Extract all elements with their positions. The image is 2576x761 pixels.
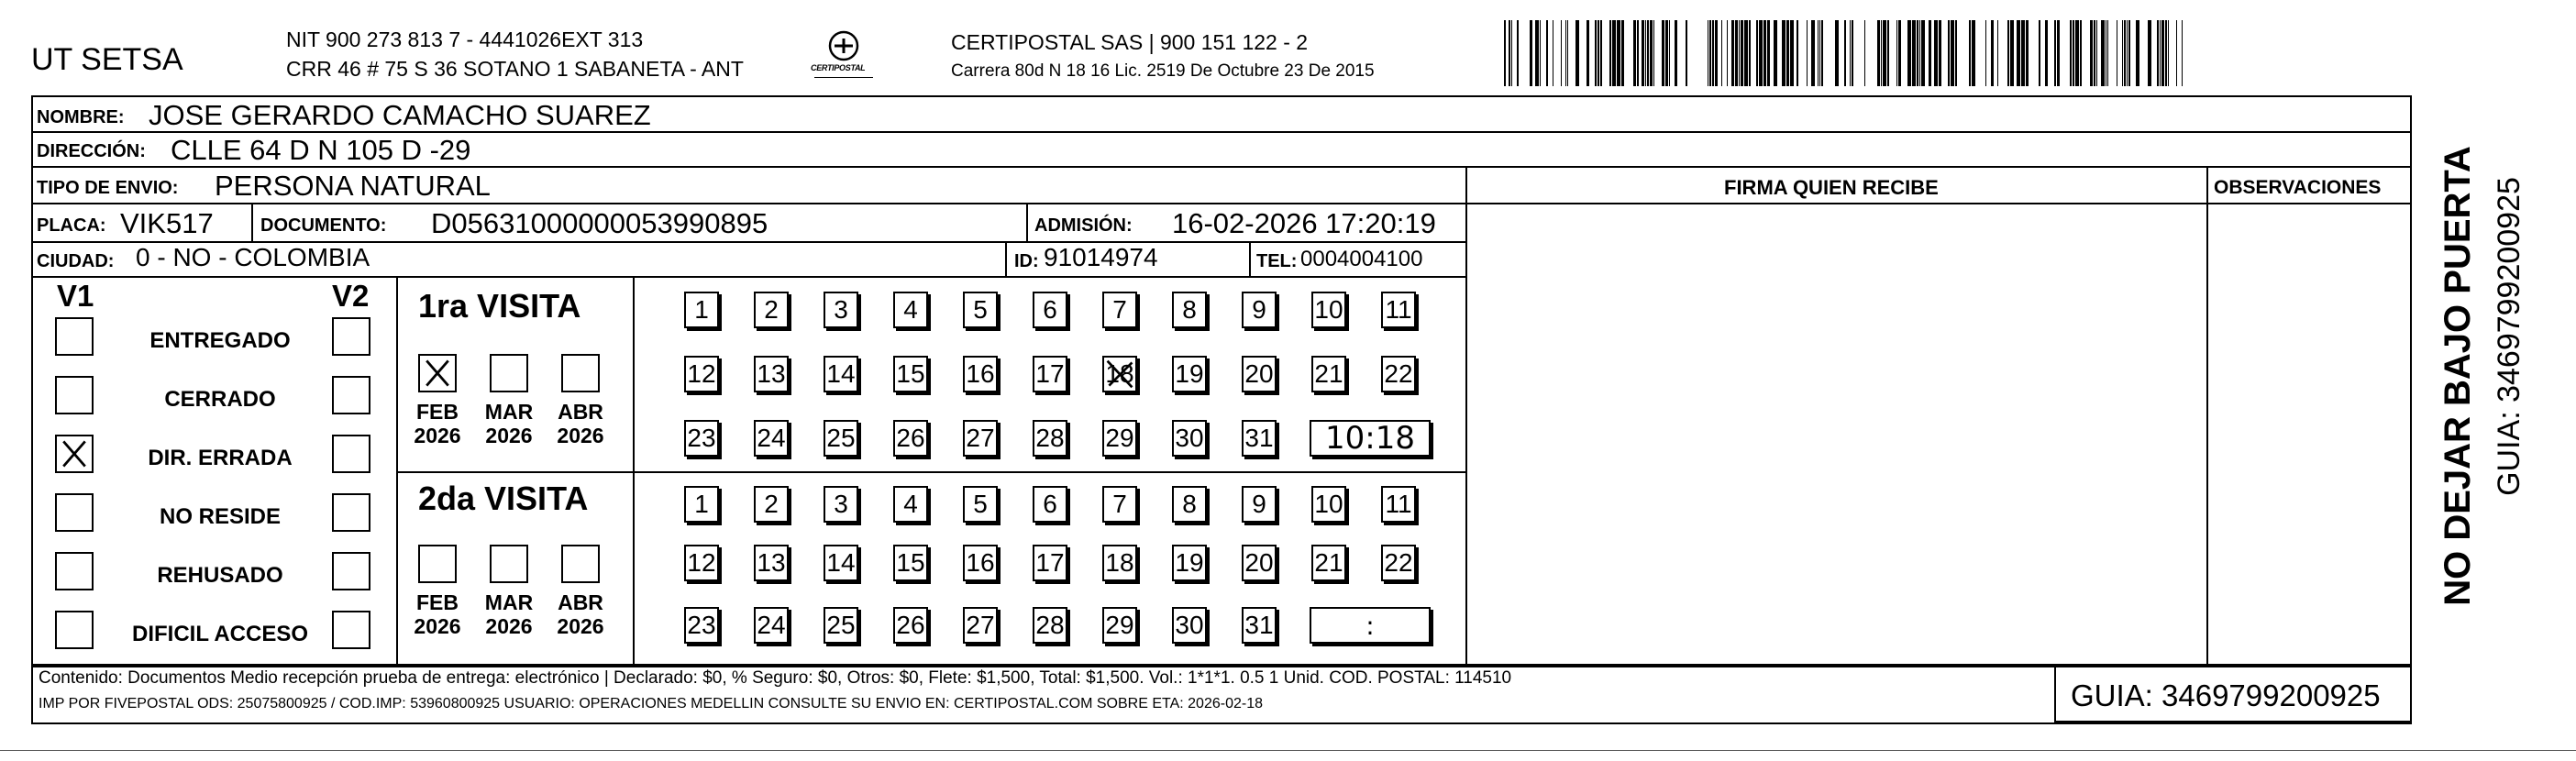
- first-time-box[interactable]: 10:18: [1310, 420, 1431, 457]
- side-warning: NO DEJAR BAJO PUERTA: [2438, 146, 2478, 606]
- first-day-7[interactable]: [1102, 292, 1137, 328]
- second-day-26[interactable]: [893, 607, 928, 644]
- v2-checkbox-4[interactable]: [332, 552, 370, 590]
- second-day-8[interactable]: [1172, 486, 1207, 523]
- side-guia: GUIA: 3469799200925: [2492, 177, 2526, 496]
- day-number: 6: [1043, 490, 1057, 518]
- tipo-value: PERSONA NATURAL: [215, 170, 491, 202]
- day-number: 31: [1244, 611, 1274, 639]
- day-number: 25: [826, 611, 856, 639]
- day-number: 2: [764, 490, 779, 518]
- first-day-5[interactable]: [963, 292, 998, 328]
- day-number: 12: [687, 359, 716, 388]
- first-month-checkbox-abr[interactable]: [561, 354, 600, 392]
- status-label: ENTREGADO: [149, 328, 291, 353]
- v1-checkbox-5[interactable]: [55, 611, 94, 649]
- day-number: 3: [834, 295, 848, 324]
- v1-checkbox-1[interactable]: [55, 376, 94, 414]
- first-day-6[interactable]: [1033, 292, 1067, 328]
- second-time-box[interactable]: :: [1310, 607, 1431, 644]
- day-number: 21: [1314, 359, 1343, 388]
- certipostal-address: Carrera 80d N 18 16 Lic. 2519 De Octubre 23 De 2015: [951, 61, 1375, 81]
- second-day-18[interactable]: [1102, 545, 1137, 581]
- ciudad-value: 0 - NO - COLOMBIA: [136, 243, 370, 271]
- day-number: 30: [1175, 424, 1204, 452]
- footer-line2: IMP POR FIVEPOSTAL ODS: 25075800925 / COD.IMP: 53960800925 USUARIO: OPERACIONES MEDELLIN CONSULTE SU ENVIO EN: CERTIPOSTAL.COM SOBRE ETA: 2026-02-18: [39, 696, 1263, 711]
- day-number: 24: [757, 611, 786, 639]
- first-day-4[interactable]: [893, 292, 928, 328]
- tipo-label: TIPO DE ENVIO:: [37, 178, 179, 198]
- second-day-1[interactable]: [684, 486, 719, 523]
- second-year-label: 2026: [485, 614, 533, 638]
- v2-label: V2: [332, 279, 370, 313]
- day-number: 27: [966, 611, 995, 639]
- second-month-checkbox-abr[interactable]: [561, 545, 600, 583]
- second-day-12[interactable]: [684, 545, 719, 581]
- first-day-17[interactable]: [1033, 356, 1067, 392]
- second-day-24[interactable]: [754, 607, 789, 644]
- first-day-26[interactable]: [893, 420, 928, 457]
- company-nit: NIT 900 273 813 7 - 4441026EXT 313: [286, 28, 644, 51]
- first-day-21[interactable]: [1311, 356, 1346, 392]
- first-day-18[interactable]: [1102, 356, 1137, 392]
- v2-checkbox-2[interactable]: [332, 435, 370, 473]
- first-day-30[interactable]: [1172, 420, 1207, 457]
- second-month-checkbox-feb[interactable]: [418, 545, 457, 583]
- v2-checkbox-1[interactable]: [332, 376, 370, 414]
- day-number: 17: [1035, 359, 1065, 388]
- second-day-22[interactable]: [1381, 545, 1416, 581]
- day-number: 3: [834, 490, 848, 518]
- day-number: 9: [1252, 490, 1266, 518]
- day-number: 9: [1252, 295, 1266, 324]
- footer-bottom-line: [31, 722, 2412, 724]
- v1-checkbox-2[interactable]: [55, 435, 94, 473]
- company-address: CRR 46 # 75 S 36 SOTANO 1 SABANETA - ANT: [286, 57, 744, 81]
- second-day-7[interactable]: [1102, 486, 1137, 523]
- day-number: 24: [757, 424, 786, 452]
- first-day-25[interactable]: [824, 420, 858, 457]
- side-guia-wrap: [2482, 110, 2527, 568]
- second-day-4[interactable]: [893, 486, 928, 523]
- day-number: 1: [694, 295, 709, 324]
- day-number: 18: [1105, 359, 1134, 388]
- day-number: 8: [1182, 295, 1197, 324]
- day-number: 26: [896, 611, 925, 639]
- day-number: 20: [1244, 548, 1274, 577]
- nombre-value: JOSE GERARDO CAMACHO SUAREZ: [149, 99, 651, 131]
- second-month-label: ABR: [558, 590, 603, 614]
- first-year-label: 2026: [485, 424, 533, 447]
- day-number: 16: [966, 359, 995, 388]
- day-number: 21: [1314, 548, 1343, 577]
- first-day-1[interactable]: [684, 292, 719, 328]
- second-day-25[interactable]: [824, 607, 858, 644]
- day-number: 10: [1314, 295, 1343, 324]
- first-visit-title: 1ra VISITA: [418, 287, 581, 325]
- day-number: 7: [1112, 490, 1127, 518]
- second-day-23[interactable]: [684, 607, 719, 644]
- first-day-8[interactable]: [1172, 292, 1207, 328]
- first-day-10[interactable]: [1311, 292, 1346, 328]
- first-day-2[interactable]: [754, 292, 789, 328]
- second-day-13[interactable]: [754, 545, 789, 581]
- day-number: 17: [1035, 548, 1065, 577]
- second-visit-title: 2da VISITA: [418, 480, 589, 517]
- second-day-3[interactable]: [824, 486, 858, 523]
- day-number: 22: [1384, 548, 1413, 577]
- second-day-17[interactable]: [1033, 545, 1067, 581]
- day-number: 15: [896, 359, 925, 388]
- status-label: REHUSADO: [157, 563, 283, 588]
- company-name: UT SETSA: [31, 42, 183, 77]
- day-number: 7: [1112, 295, 1127, 324]
- footer-guia: GUIA: 3469799200925: [2071, 678, 2381, 712]
- direccion-value: CLLE 64 D N 105 D -29: [171, 134, 471, 166]
- v1-label: V1: [57, 279, 94, 313]
- day-number: 6: [1043, 295, 1057, 324]
- footer-line1-b: Contenido: Documentos Medio recepción prueba de entrega: electrónico | Declarado: $0, % Seguro: $0, Otros: $0, Flete: $1,500, Total: $1,500. Vol.: 1*1*1. 0.5 1 Unid. COD. POSTAL: 114510: [39, 668, 1512, 688]
- first-day-13[interactable]: [754, 356, 789, 392]
- placa-value: VIK517: [120, 207, 214, 239]
- first-day-27[interactable]: [963, 420, 998, 457]
- tel-value: 0004004100: [1300, 247, 1423, 271]
- first-day-14[interactable]: [824, 356, 858, 392]
- day-number: 29: [1105, 611, 1134, 639]
- v1-checkbox-0[interactable]: [55, 317, 94, 356]
- day-number: 19: [1175, 359, 1204, 388]
- firma-header: FIRMA QUIEN RECIBE: [1724, 176, 1939, 199]
- day-number: 22: [1384, 359, 1413, 388]
- day-number: 16: [966, 548, 995, 577]
- admision-label: ADMISIÓN:: [1034, 215, 1133, 236]
- admision-value: 16-02-2026 17:20:19: [1172, 207, 1436, 239]
- day-number: 10: [1314, 490, 1343, 518]
- second-day-19[interactable]: [1172, 545, 1207, 581]
- day-number: 14: [826, 359, 856, 388]
- first-day-12[interactable]: [684, 356, 719, 392]
- first-day-31[interactable]: [1242, 420, 1277, 457]
- day-number: 29: [1105, 424, 1134, 452]
- first-day-23[interactable]: [684, 420, 719, 457]
- first-year-label: 2026: [414, 424, 461, 447]
- day-number: 12: [687, 548, 716, 577]
- direccion-label: DIRECCIÓN:: [37, 141, 146, 161]
- certipostal-nit: CERTIPOSTAL SAS | 900 151 122 - 2: [951, 30, 1309, 54]
- documento-value: D05631000000053990895: [431, 207, 768, 239]
- first-day-11[interactable]: [1381, 292, 1416, 328]
- observaciones-header: OBSERVACIONES: [2214, 177, 2382, 198]
- first-month-label: ABR: [558, 400, 603, 424]
- first-day-9[interactable]: [1242, 292, 1277, 328]
- first-day-3[interactable]: [824, 292, 858, 328]
- first-month-checkbox-feb[interactable]: [418, 354, 457, 392]
- day-number: 19: [1175, 548, 1204, 577]
- day-number: 8: [1182, 490, 1197, 518]
- second-day-14[interactable]: [824, 545, 858, 581]
- first-month-label: FEB: [416, 400, 459, 424]
- status-label: CERRADO: [164, 387, 276, 412]
- id-value: 91014974: [1044, 243, 1158, 271]
- second-day-16[interactable]: [963, 545, 998, 581]
- second-day-20[interactable]: [1242, 545, 1277, 581]
- v1-checkbox-3[interactable]: [55, 493, 94, 532]
- day-number: 2: [764, 295, 779, 324]
- second-month-label: FEB: [416, 590, 459, 614]
- v2-checkbox-5[interactable]: [332, 611, 370, 649]
- day-number: 31: [1244, 424, 1274, 452]
- logo-wordmark: CERTIPOSTAL: [811, 63, 866, 72]
- second-day-28[interactable]: [1033, 607, 1067, 644]
- day-number: 15: [896, 548, 925, 577]
- second-day-31[interactable]: [1242, 607, 1277, 644]
- placa-label: PLACA:: [37, 215, 106, 236]
- day-number: 25: [826, 424, 856, 452]
- day-number: 13: [757, 548, 786, 577]
- first-year-label: 2026: [557, 424, 604, 447]
- first-day-24[interactable]: [754, 420, 789, 457]
- second-day-11[interactable]: [1381, 486, 1416, 523]
- second-month-checkbox-mar[interactable]: [490, 545, 528, 583]
- day-number: 1: [694, 490, 709, 518]
- id-label: ID:: [1014, 251, 1039, 271]
- day-number: 23: [687, 611, 716, 639]
- second-day-10[interactable]: [1311, 486, 1346, 523]
- second-year-label: 2026: [557, 614, 604, 638]
- side-warning-wrap: [2421, 110, 2485, 642]
- nombre-label: NOMBRE:: [37, 107, 125, 127]
- day-number: 4: [903, 490, 918, 518]
- first-day-22[interactable]: [1381, 356, 1416, 392]
- day-number: 26: [896, 424, 925, 452]
- day-number: 28: [1035, 424, 1065, 452]
- v2-checkbox-3[interactable]: [332, 493, 370, 532]
- second-day-2[interactable]: [754, 486, 789, 523]
- first-day-19[interactable]: [1172, 356, 1207, 392]
- day-number: 14: [826, 548, 856, 577]
- second-month-label: MAR: [484, 590, 534, 614]
- barcode: [1504, 20, 2187, 86]
- first-month-checkbox-mar[interactable]: [490, 354, 528, 392]
- second-day-5[interactable]: [963, 486, 998, 523]
- second-day-21[interactable]: [1311, 545, 1346, 581]
- first-month-label: MAR: [484, 400, 534, 424]
- status-label: DIFICIL ACCESO: [131, 622, 308, 646]
- day-number: 11: [1385, 490, 1412, 518]
- second-day-27[interactable]: [963, 607, 998, 644]
- first-day-28[interactable]: [1033, 420, 1067, 457]
- ciudad-label: CIUDAD:: [37, 251, 115, 271]
- documento-label: DOCUMENTO:: [260, 215, 387, 236]
- second-day-29[interactable]: [1102, 607, 1137, 644]
- status-label: NO RESIDE: [159, 504, 282, 529]
- second-day-6[interactable]: [1033, 486, 1067, 523]
- second-day-9[interactable]: [1242, 486, 1277, 523]
- second-day-30[interactable]: [1172, 607, 1207, 644]
- first-day-16[interactable]: [963, 356, 998, 392]
- day-number: 5: [973, 295, 988, 324]
- v1-checkbox-4[interactable]: [55, 552, 94, 590]
- day-number: 28: [1035, 611, 1065, 639]
- day-number: 23: [687, 424, 716, 452]
- day-number: 27: [966, 424, 995, 452]
- status-label: DIR. ERRADA: [148, 446, 293, 470]
- day-number: 11: [1385, 295, 1412, 324]
- day-number: 5: [973, 490, 988, 518]
- first-day-29[interactable]: [1102, 420, 1137, 457]
- day-number: 4: [903, 295, 918, 324]
- v2-checkbox-0[interactable]: [332, 317, 370, 356]
- day-number: 18: [1105, 548, 1134, 577]
- tel-label: TEL:: [1256, 251, 1298, 271]
- day-number: 13: [757, 359, 786, 388]
- day-number: 30: [1175, 611, 1204, 639]
- first-day-20[interactable]: [1242, 356, 1277, 392]
- day-number: 20: [1244, 359, 1274, 388]
- first-day-15[interactable]: [893, 356, 928, 392]
- certipostal-logo: [807, 28, 880, 83]
- second-day-15[interactable]: [893, 545, 928, 581]
- second-year-label: 2026: [414, 614, 461, 638]
